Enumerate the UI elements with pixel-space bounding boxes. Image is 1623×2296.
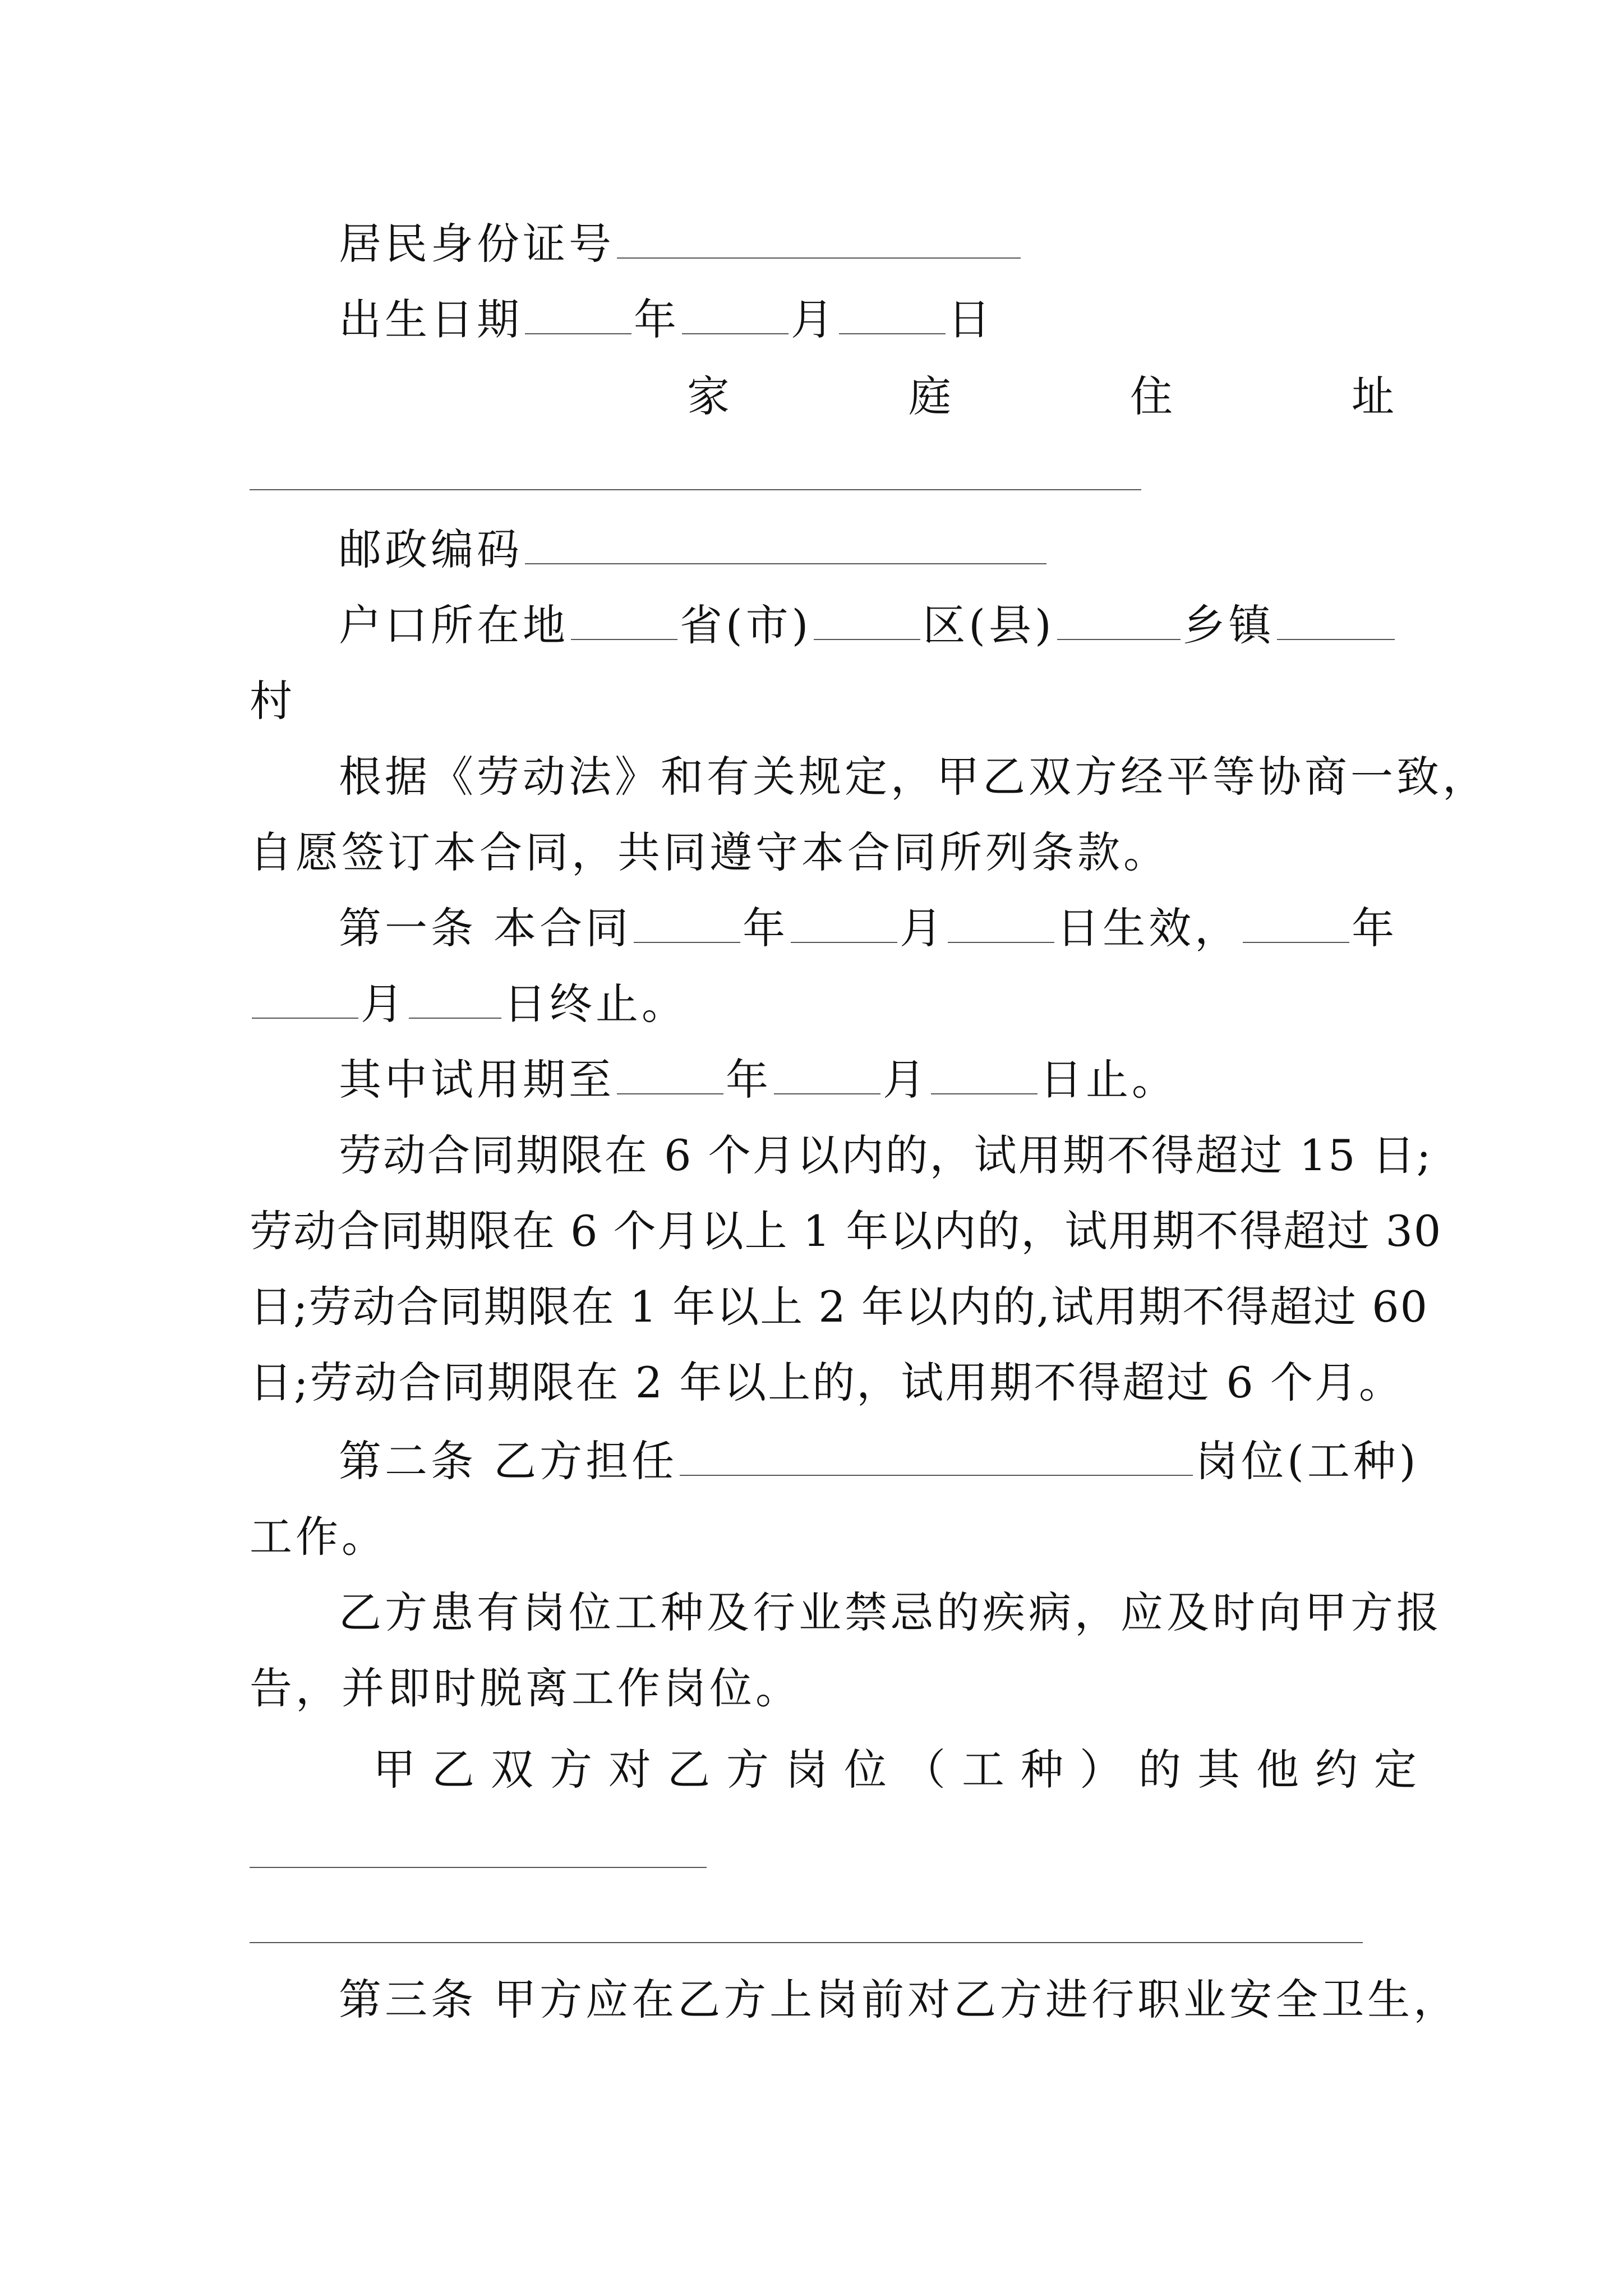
start-year-label: 年 [743,903,789,953]
district-label: 区(县) [923,600,1055,650]
probation-rule-2: 劳动合同期限在 6 个月以上 1 年以内的，试用期不得超过 30 [250,1206,1442,1256]
end-year-label: 年 [1352,903,1398,953]
province-label: 省(市) [680,600,812,650]
home-address-char: 庭 [909,371,951,421]
home-address-char: 住 [1130,371,1173,421]
other-agreement-char: （ [903,1745,946,1795]
probation-day-blank [931,1059,1038,1094]
probation-line [339,1049,1178,1111]
other-agreement-char: ） [1080,1745,1122,1795]
province-blank [571,604,677,640]
town-blank [1057,604,1181,640]
other-agreement-char: 甲 [373,1745,416,1795]
village-label: 村 [250,676,296,726]
article-2-disease-2: 告，并即时脱离工作岗位。 [250,1663,801,1713]
other-agreement-char: 定 [1374,1745,1417,1795]
intro-line-2: 自愿签订本合同，共同遵守本合同所列条款。 [250,827,1169,877]
other-agreement-char: 种 [1021,1745,1063,1795]
postcode-label: 邮政编码 [339,524,523,574]
article-1-prefix: 第一条 本合同 [339,903,632,953]
other-agreement-char: 工 [962,1745,1004,1795]
home-address-blank [250,489,1141,490]
birth-year-label: 年 [634,295,680,344]
position-label: 岗位(工种) [1195,1436,1419,1486]
other-agreement-blank-2 [250,1942,1363,1943]
probation-year-blank [617,1059,723,1094]
article-2-position-line [339,1430,1419,1492]
town-label: 乡镇 [1182,600,1275,650]
birth-year-blank [525,298,631,334]
probation-month-label: 月 [883,1055,929,1105]
home-address-line [0,366,1623,427]
probation-month-blank [774,1059,880,1094]
birth-day-label: 日 [948,295,994,344]
home-address-char: 家 [687,371,730,421]
start-month-blank [791,907,897,943]
intro-line-1: 根据《劳动法》和有关规定，甲乙双方经平等协商一致， [339,752,1488,802]
article-1-end-line [250,973,688,1035]
position-blank [680,1440,1193,1476]
hukou-label: 户口所在地 [339,600,569,650]
birth-day-blank [839,298,946,334]
birth-date-label: 出生日期 [339,295,523,344]
postcode-line [339,519,1049,581]
other-agreement-char: 双 [491,1745,533,1795]
village-line [250,670,296,732]
start-day-blank [948,907,1054,943]
other-agreement-char: 乙 [432,1745,474,1795]
birth-date-line [339,289,994,351]
other-agreement-char: 岗 [785,1745,828,1795]
other-agreement-char: 其 [1197,1745,1240,1795]
id-number-blank [617,223,1021,259]
other-agreement-char: 对 [608,1745,651,1795]
birth-month-blank [682,298,789,334]
article-1-term-line [339,898,1398,959]
birth-month-label: 月 [791,295,837,344]
article-3-line-1: 第三条 甲方应在乙方上岗前对乙方进行职业安全卫生， [339,1975,1460,2024]
article-2-disease-1: 乙方患有岗位工种及行业禁忌的疾病，应及时向甲方报 [339,1588,1442,1637]
other-agreement-blank-1 [250,1867,707,1868]
start-month-label: 月 [900,903,946,953]
village-blank [1277,604,1395,640]
start-year-blank [634,907,740,943]
article-2-work: 工作。 [250,1512,388,1562]
probation-prefix: 其中试用期至 [339,1055,615,1105]
other-agreement-char: 乙 [667,1745,710,1795]
terminate-label: 日终止。 [504,979,688,1029]
probation-year-label: 年 [726,1055,772,1105]
end-year-blank [1243,907,1349,943]
id-number-label: 居民身份证号 [339,219,615,269]
end-day-blank [409,983,501,1019]
other-agreement-char: 方 [550,1745,592,1795]
probation-rule-1: 劳动合同期限在 6 个月以内的，试用期不得超过 15 日; [339,1130,1433,1180]
other-agreement-char: 位 [844,1745,887,1795]
other-agreement-char: 他 [1256,1745,1299,1795]
other-agreement-char: 约 [1315,1745,1358,1795]
end-month-blank [252,983,358,1019]
probation-rule-4: 日;劳动合同期限在 2 年以上的，试用期不得超过 6 个月。 [250,1358,1403,1407]
effective-label: 日生效， [1057,903,1241,953]
other-agreement-line [0,1739,1623,1801]
id-number-line [339,213,1023,275]
probation-rule-3: 日;劳动合同期限在 1 年以上 2 年以内的,试用期不得超过 60 [250,1282,1428,1332]
district-blank [814,604,920,640]
home-address-char: 址 [1352,371,1394,421]
probation-end-label: 日止。 [1040,1055,1178,1105]
postcode-blank [525,528,1046,564]
article-2-prefix: 第二条 乙方担任 [339,1436,678,1486]
other-agreement-char: 方 [726,1745,769,1795]
hukou-line [339,595,1397,656]
end-month-label: 月 [361,979,407,1029]
other-agreement-char: 的 [1138,1745,1181,1795]
